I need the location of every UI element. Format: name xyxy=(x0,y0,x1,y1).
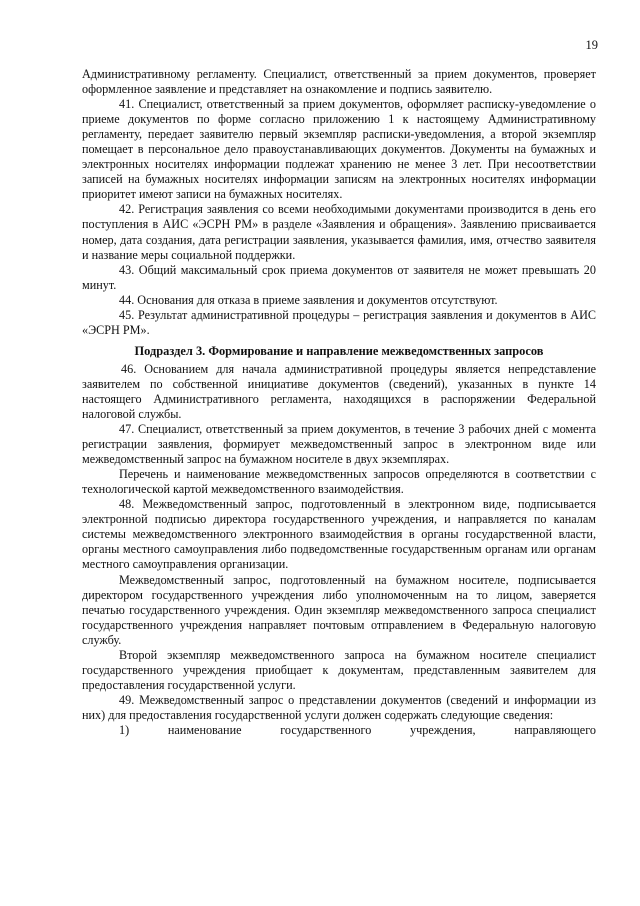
paragraph-41: 41. Специалист, ответственный за прием документов, оформляет расписку-уведомление о приеме документов по форме согласно приложению 1 к настоящему Административному регламенту, передает заявителю первый экземпляр расписки-уведомления, а второй экземпляр помещает в персональное дело правоустанавливающих документов. Документы на бумажных и электронных носителях информации подлежат хранению не менее 3 лет. При несоответствии записей на бумажных носителях информации записям на электронных носителях информации приоритет имеют записи на бумажных носителях. xyxy=(82,97,596,202)
paragraph-42: 42. Регистрация заявления со всеми необходимыми документами производится в день его поступления в АИС «ЭСРН РМ» в разделе «Заявления и обращения». Заявлению присваивается номер, дата создания, дата регистрации заявления, указывается фамилия, имя, отчество заявителя и название меры социальной поддержки. xyxy=(82,202,596,262)
section-heading: Подраздел 3. Формирование и направление межведомственных запросов xyxy=(134,343,544,358)
paragraph-48-paper-request: Межведомственный запрос, подготовленный на бумажном носителе, подписывается директором государственного учреждения либо уполномоченным на то лицом, заверяется печатью государственного учреждения. Один экземпляр межведомственного запроса специалист государственного учреждения направляет почтовым отправлением в Федеральную налоговую службу. xyxy=(82,572,596,647)
paragraph-43: 43. Общий максимальный срок приема документов от заявителя не может превышать 20 минут. xyxy=(82,262,596,292)
paragraph-47-list-note: Перечень и наименование межведомственных запросов определяются в соответствии с технологической картой межведомственного взаимодействия. xyxy=(82,467,596,497)
paragraph-48-second-copy: Второй экземпляр межведомственного запроса на бумажном носителе специалист государственного учреждения приобщает к документам, представленным заявителем для предоставления государственной услуги. xyxy=(82,647,596,692)
paragraph-44: 44. Основания для отказа в приеме заявления и документов отсутствуют. xyxy=(119,292,498,307)
paragraph-48: 48. Межведомственный запрос, подготовленный в электронном виде, подписывается электронной подписью директора государственного учреждения, и направляется по каналам системы межведомственного электронного взаимодействия в органы государственной власти, органы местного самоуправления либо подведомственные государственным органам или органам местного самоуправления организации. xyxy=(82,497,596,572)
paragraph-49-item-1: 1) наименование государственного учреждения, направляющего xyxy=(119,722,596,737)
paragraph-49: 49. Межведомственный запрос о представлении документов (сведений и информации из них) для предоставления государственной услуги должен содержать следующие сведения: xyxy=(82,692,596,722)
paragraph-continuation: Административному регламенту. Специалист, ответственный за прием документов, проверяет оформленное заявление и представляет на ознакомление и подпись заявителю. xyxy=(82,67,596,97)
paragraph-46: 46. Основанием для начала административной процедуры является непредставление заявителем по собственной инициативе документов (сведений), указанных в пункте 14 настоящего Административного регламента, находящихся в распоряжении Федеральной налоговой службы. xyxy=(82,361,596,421)
paragraph-47: 47. Специалист, ответственный за прием документов, в течение 3 рабочих дней с момента регистрации заявления, формирует межведомственный запрос в электронном виде или межведомственный запрос на бумажном носителе в двух экземплярах. xyxy=(82,422,596,467)
document-body xyxy=(82,67,596,738)
paragraph-45: 45. Результат административной процедуры – регистрация заявления и документов в АИС «ЭСРН РМ». xyxy=(82,307,596,337)
page-number: 19 xyxy=(585,38,598,52)
